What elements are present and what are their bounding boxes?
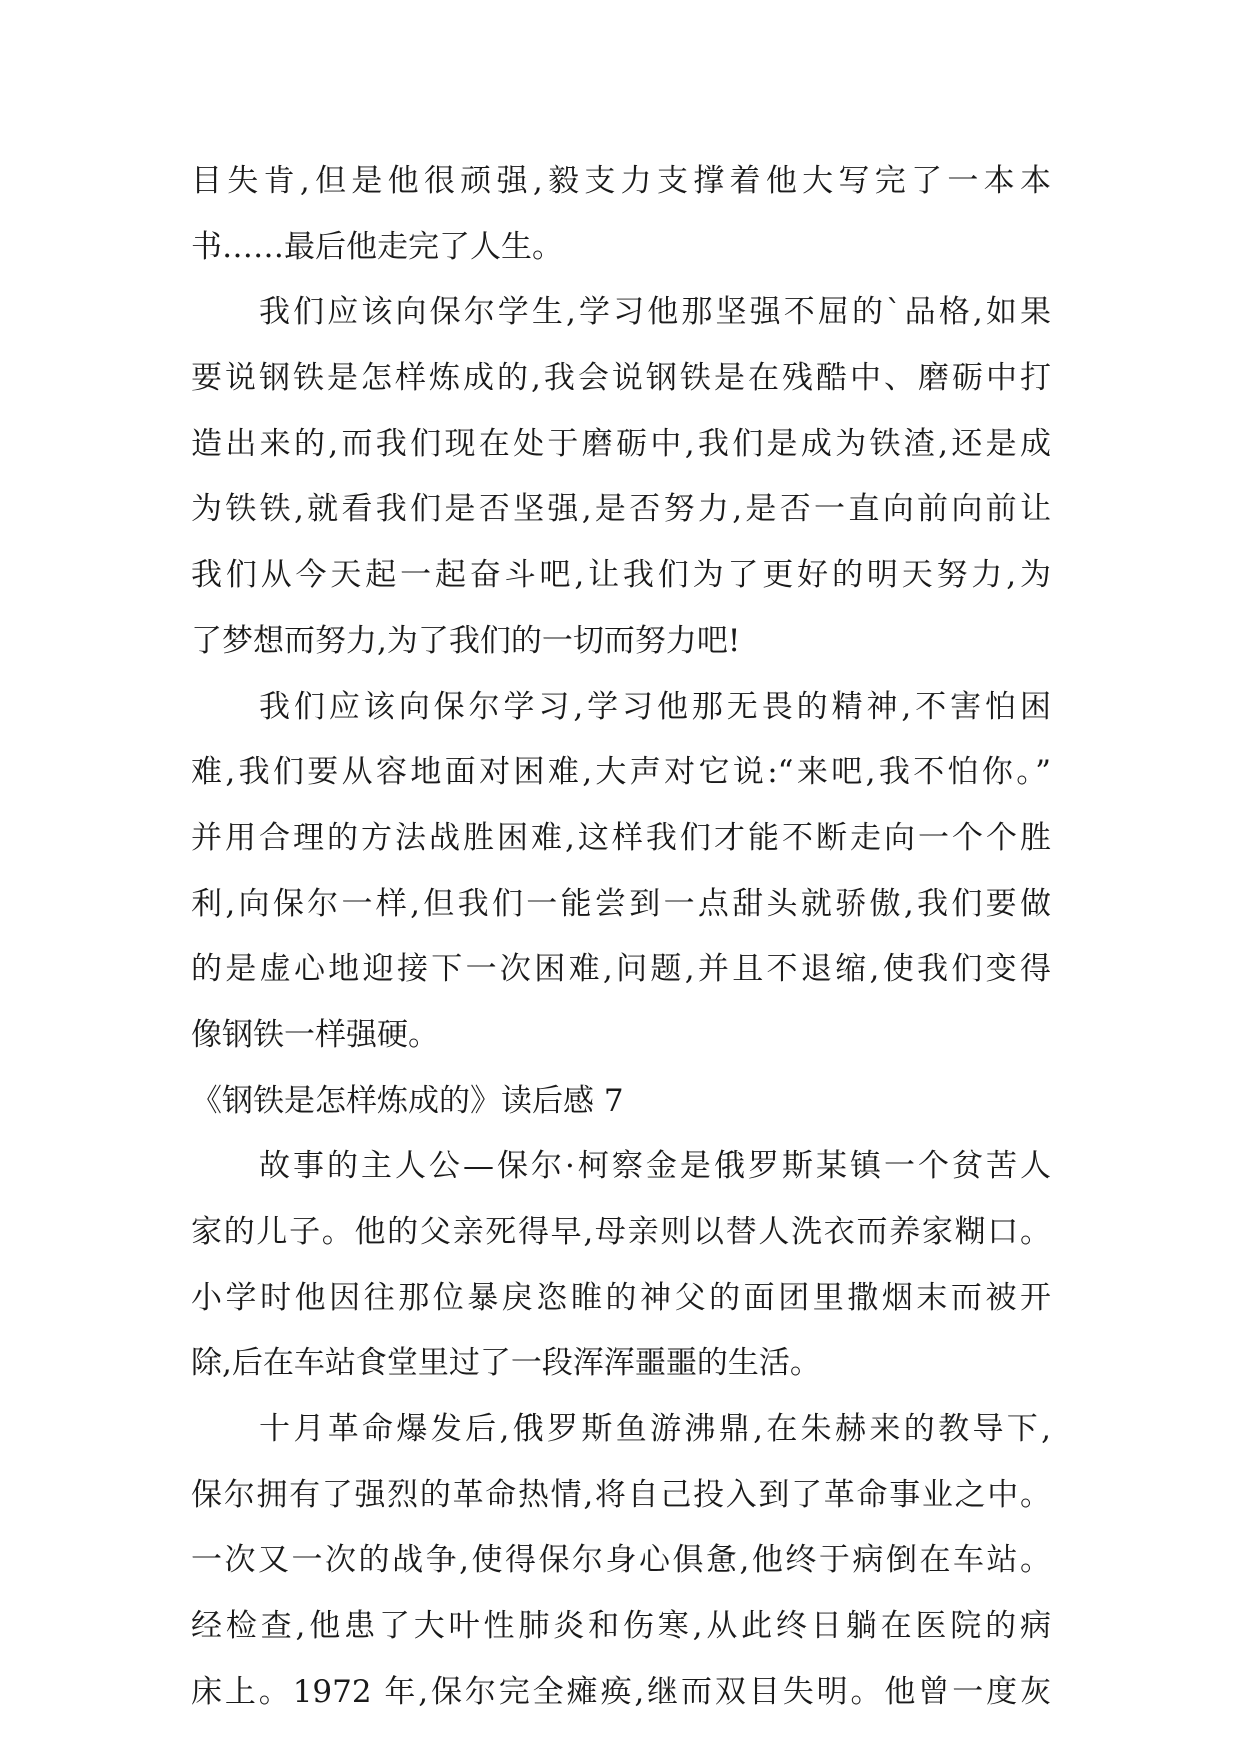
text-line: 一次又一次的战争,使得保尔身心俱惫,他终于病倒在车站。 xyxy=(191,1542,1051,1579)
text-line: 经检查,他患了大叶性肺炎和伤寒,从此终日躺在医院的病 xyxy=(191,1608,1051,1645)
section-heading: 《钢铁是怎样炼成的》读后感 7 xyxy=(191,1082,624,1119)
text-line: 我们从今天起一起奋斗吧,让我们为了更好的明天努力,为 xyxy=(191,557,1051,594)
text-line: 书……最后他走完了人生。 xyxy=(191,228,563,265)
text-line: 造出来的,而我们现在处于磨砺中,我们是成为铁渣,还是成 xyxy=(191,425,1051,462)
text-line: 为铁铁,就看我们是否坚强,是否努力,是否一直向前向前让 xyxy=(191,491,1051,528)
text-line: 像钢铁一样强硬。 xyxy=(191,1016,439,1053)
document-page xyxy=(191,155,1051,1732)
text-line: 小学时他因往那位暴戾恣睢的神父的面团里撒烟末而被开 xyxy=(191,1279,1051,1316)
text-line: 了梦想而努力,为了我们的一切而努力吧! xyxy=(191,622,741,659)
paragraph-first-line: 故事的主人公—保尔·柯察金是俄罗斯某镇一个贫苦人 xyxy=(259,1148,1051,1185)
text-line: 目失肯,但是他很顽强,毅支力支撑着他大写完了一本本 xyxy=(191,163,1051,199)
text-line: 难,我们要从容地面对困难,大声对它说:“来吧,我不怕你。” xyxy=(191,754,1051,791)
paragraph-first-line: 我们应该向保尔学生,学习他那坚强不屈的`品格,如果 xyxy=(259,294,1051,331)
text-line: 的是虚心地迎接下一次困难,问题,并且不退缩,使我们变得 xyxy=(191,951,1051,988)
paragraph-first-line: 我们应该向保尔学习,学习他那无畏的精神,不害怕困 xyxy=(259,688,1051,725)
text-line: 保尔拥有了强烈的革命热情,将自己投入到了革命事业之中。 xyxy=(191,1476,1051,1513)
text-line: 床上。1972 年,保尔完全瘫痪,继而双目失明。他曾一度灰 xyxy=(191,1673,1051,1710)
text-line: 利,向保尔一样,但我们一能尝到一点甜头就骄傲,我们要做 xyxy=(191,885,1051,922)
text-line: 除,后在车站食堂里过了一段浑浑噩噩的生活。 xyxy=(191,1345,821,1382)
text-line: 要说钢铁是怎样炼成的,我会说钢铁是在残酷中、磨砺中打 xyxy=(191,360,1051,397)
text-line: 家的儿子。他的父亲死得早,母亲则以替人洗衣而养家糊口。 xyxy=(191,1214,1051,1250)
paragraph-first-line: 十月革命爆发后,俄罗斯鱼游沸鼎,在朱赫来的教导下, xyxy=(259,1411,1051,1448)
text-line: 并用合理的方法战胜困难,这样我们才能不断走向一个个胜 xyxy=(191,819,1051,856)
